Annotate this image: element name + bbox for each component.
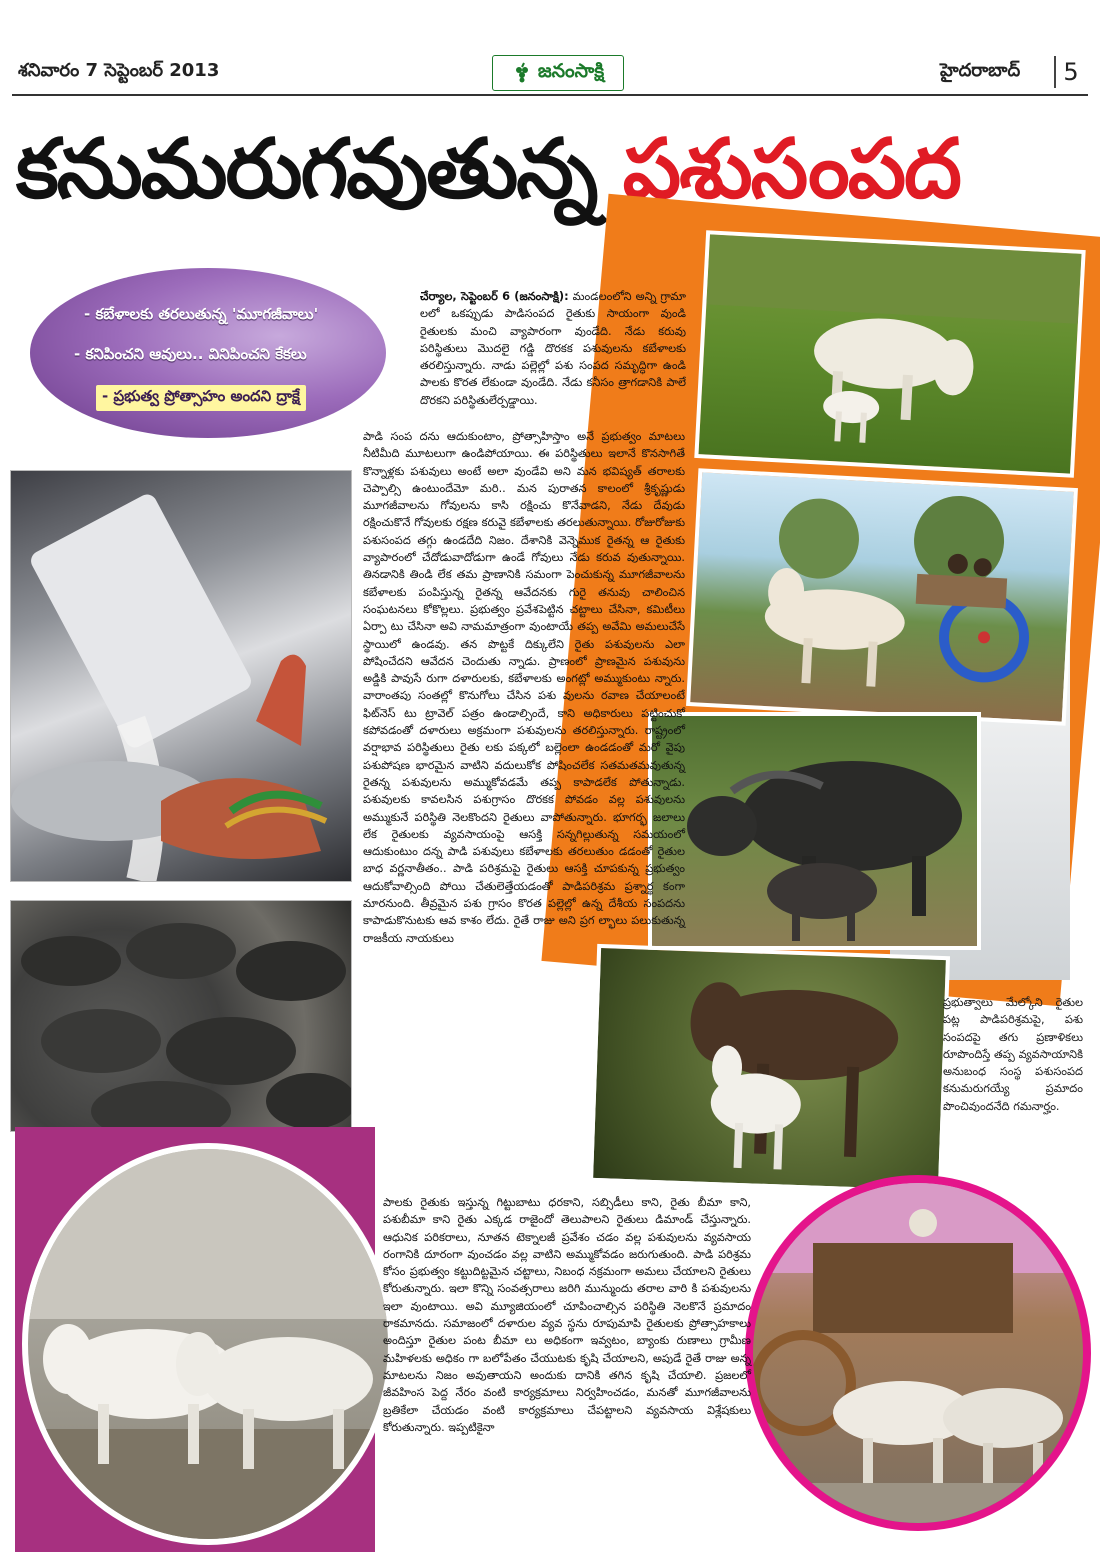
logo-text: జనంసాక్షి	[537, 59, 605, 82]
callout-line-1: - కబేళాలకు తరలుతున్న 'మూగజీవాలు'	[84, 305, 319, 323]
grapes-icon	[512, 62, 534, 84]
firewood-cart-photo	[745, 1175, 1091, 1531]
header-rule	[12, 94, 1088, 96]
article-body-1: పాడి సంప దను ఆదుకుంటాం, ప్రోత్సాహిస్తాం అనే ప్రభుత్వం మాటలు నీటిమీది మూటలుగా ఉండిపోయాయి. ఈ పరిస్థితులు ఇలానే కొనసాగితే కొన్నాళ్లకు పశువులు అంటే అలా వుండేవి అని మన భవిష్యత్ తరాలకు చెప్పాల్సి ఉంటుందేమో మరి.. మన పురాతన కాలంలో శ్రీకృష్ణుడు మూగజీవాలను గోవులను కాసి రక్షించు కొనేవాడని, నేడు దేవుడు రక్షించుకొనే గోవులకు రక్షణ కరువై కబేళాలకు తరలుతున్నాయి. రోజురోజుకు పశుసంపద తగ్గు ఉండదేది నిజం. దేశానికి వెన్నెముక రైతన్న ఆ రైతుకు వ్యాపారంలో చేదోడువాదోడుగా ఉండే గోవులు నేడు కరువ వుతున్నాయి. తినడానికి తిండి లేక తమ ప్రాణానికి సమంగా పెంచుకున్న మూగజీవాలను కబేళాలకు పంపిస్తున్న రైతన్న ఆవేదనకు గురై తనువు చాలించిన సంఘటనలు కోకొల్లలు. ప్రభుత్వం ప్రవేశపెట్టిన చట్టాలు చేసినా, కమిటీలు ఏర్పా టు చేసినా అవి నామమాత్రంగా వుంటాయే తప్ప అవేమి అమలుచేసే స్థాయిలో ఉండవు. తన పొట్టకే దిక్కులేని రైతు పశువులను ఎలా పోషించేదని ఆవేదన చెందుతు న్నాడు. ప్రాణంలో ప్రాణమైన పశువును అడ్డికి పావుసే రుగా దళారులకు, కబేళాలకు అంగట్లో అమ్ముకుంటు న్నారు. వారాంతపు సంతల్లో కొనుగోలు చేసిన పశు వులను రవాణ చేయాలంటే ఫిట్‌నెస్ టు ట్రావెల్ పత్రం ఉండాల్సిందే, కాని అధికారులు పట్టించుకో కపోవడంతో దళారులు అక్రమంగా పశువులను తరలిస్తున్నారు. రాష్ట్రంలో వర్షాభావ పరిస్థితులు రైతు లకు పక్కలో బల్లెంలా ఉండడంతో మరో వైపు పశుపోషణ భారమైన వాటిని వదులుకోక పోషించలేక సతమతమవుతున్న రైతన్న పశువులను అమ్ముకోవడమే తప్ప కాపాడలేక పోతున్నాడు. పశువులకు కావలసిన పశుగ్రాసం దొరకక పోవడం వల్ల పశువులను అమ్ముకునే పరిస్థితి నెలకొందని రైతులు వాపోతున్నారు. భూగర్భ జలాలు లేక రైతులకు వ్యవసాయంపై ఆసక్తి సన్నగిల్లుతున్న సమయంలో ఆదుకుంటుం దన్న పాడి పశువులు కబేళాలకు తరలుతుం డడంతో రైతుల బాధ వర్ణనాతీతం.. పాడి పరిశ్రమపై రైతులు ఆసక్తి చూపకున్న ప్రభుత్వం ఆదుకోవాల్సింది పోయి చేతులెత్తేయడంతో పాడిపరిశ్రమ ప్రశ్నార్థ కంగా మారనుంది. తీవ్రమైన పశు గ్రాసం కొరత పల్లెల్లో ఉన్న దేశీయ సంపదను కాపాడుకొనుటకు ఆవ కాశం లేదు. రైతే రాజు అని ప్రగ ల్భాలు పలుకుతున్న రాజకీయ నాయకులు	[363, 430, 685, 945]
article-body-column	[363, 428, 685, 947]
buffalo-herd-photo	[10, 900, 352, 1132]
article-dateline: చేర్యాల, సెప్టెంబర్ 6 (జనంసాక్షి):	[420, 290, 569, 303]
headline-part1: కనుమరుగవుతున్న	[16, 122, 597, 217]
headline-part2: పశుసంపద	[622, 122, 960, 217]
milk-can-photo	[10, 470, 352, 882]
newspaper-logo	[492, 55, 624, 91]
article-side-text: ప్రభుత్వాలు మేల్కోని రైతుల పట్ల పాడిపరిశ్రమపై, పశు సంపదపై తగు ప్రణాళికలు రూపొందిస్తే తప్ప వ్యవసాయానికి అనుబంధ సంస్థ పశుసంపద కనుమరుగయ్యే ప్రమాదం పొంచివుందనేది గమనార్హం.	[943, 996, 1083, 1113]
page-number: 5	[1054, 56, 1086, 88]
article-body-lower	[383, 1194, 751, 1436]
article-body-2: పాలకు రైతుకు ఇస్తున్న గిట్టుబాటు ధరకాని, సబ్సిడీలు కాని, రైతు బీమా కాని, పశుబీమా కాని రైతు ఎక్కడ రాజైందో తెలుపాలని రైతులు డిమాండ్ చేస్తున్నారు. ఆధునిక పరికరాలు, నూతన టెక్నాలజీ ప్రవేశం చడం వల్ల పశువులను వ్యవసాయ రంగానికి దూరంగా వుంచడం వల్ల వాటిని అమ్ముకోవడం జరుగుతుంది. పాడి పరిశ్రమ కోసం ప్రభుత్వం కట్టుదిట్టమైన చట్టాలు, నిబంధ నక్రమంగా అమలు చేయాలని రైతులు కోరుతున్నారు. ఇలా కొన్ని సంవత్సరాలు జరిగి మున్ముందు తరాల వారి కి పశువులను ఇలా వుంటాయి. అవి మ్యూజియంలో చూపించాల్సిన పరిస్థితి నెలకొనే ప్రమాదం రాకమానదు. సమాజంలో దళారుల వ్యవ స్థను రూపుమాపి రైతులకు ప్రోత్సాహకాలు అందిస్తూ రైతుల పంట బీమా లు అధికంగా ఇవ్వటం, బ్యాంకు రుణాలు గ్రామీణ మహిళలకు అధికం గా బలోపేతం చేయుటకు కృషి చేయాలని, అపుడే రైతే రాజు అన్న మాటలను నిజం అవుతాయని అందుకు దానికి తగిన కృషి చేయాలి. ప్రజలలో జీవహింస పెద్ద నేరం వంటి కార్యక్రమాలు నిర్వహించడం, మనతో మూగజీవాలను బ్రతికేలా చేయడం వంటి కార్యక్రమాలు చేపట్టాలని వ్యవసాయ విశ్లేషకులు కోరుతున్నారు. ఇప్పటికైనా	[383, 1196, 751, 1434]
callout-line-3: - ప్రభుత్వ ప్రోత్సాహం అందని ద్రాక్షే	[96, 385, 306, 411]
article-lead	[420, 288, 686, 409]
buffalo-and-calf-photo	[648, 712, 981, 950]
masthead	[0, 0, 1100, 100]
issue-date: శనివారం 7 సెప్టెంబర్ 2013	[18, 60, 220, 81]
white-cows-photo	[22, 1143, 394, 1545]
callout-line-2: - కనిపించని ఆవులు.. వినిపించని కేకలు	[74, 345, 307, 363]
article-side-column	[943, 994, 1083, 1115]
article-lead-text: మండలంలోని అన్ని గ్రామా లలో ఒకప్పుడు పాడిసంపద రైతుకు సాయంగా వుండి రైతులకు మంచి వ్యాపారంగా వుండేది. నేడు కరువు పరిస్థితులు మొదలై గడ్డి దొరకక పశువులను కబేళాలకు తరలిస్తున్నారు. నాడు పల్లెల్లో పశు సంపద సమృద్ధిగా ఉండి పాలకు కొరత లేకుండా వుండేది. నేడు కనీసం త్రాగడానికి పాలే దొరకని పరిస్థితులేర్పడ్డాయి.	[420, 290, 686, 407]
cow-and-calf-photo	[694, 230, 1085, 478]
brown-cow-and-calf-photo	[589, 944, 950, 1194]
city-name: హైదరాబాద్	[940, 60, 1021, 81]
bullock-cart-photo	[686, 468, 1078, 726]
headline	[16, 120, 1086, 220]
